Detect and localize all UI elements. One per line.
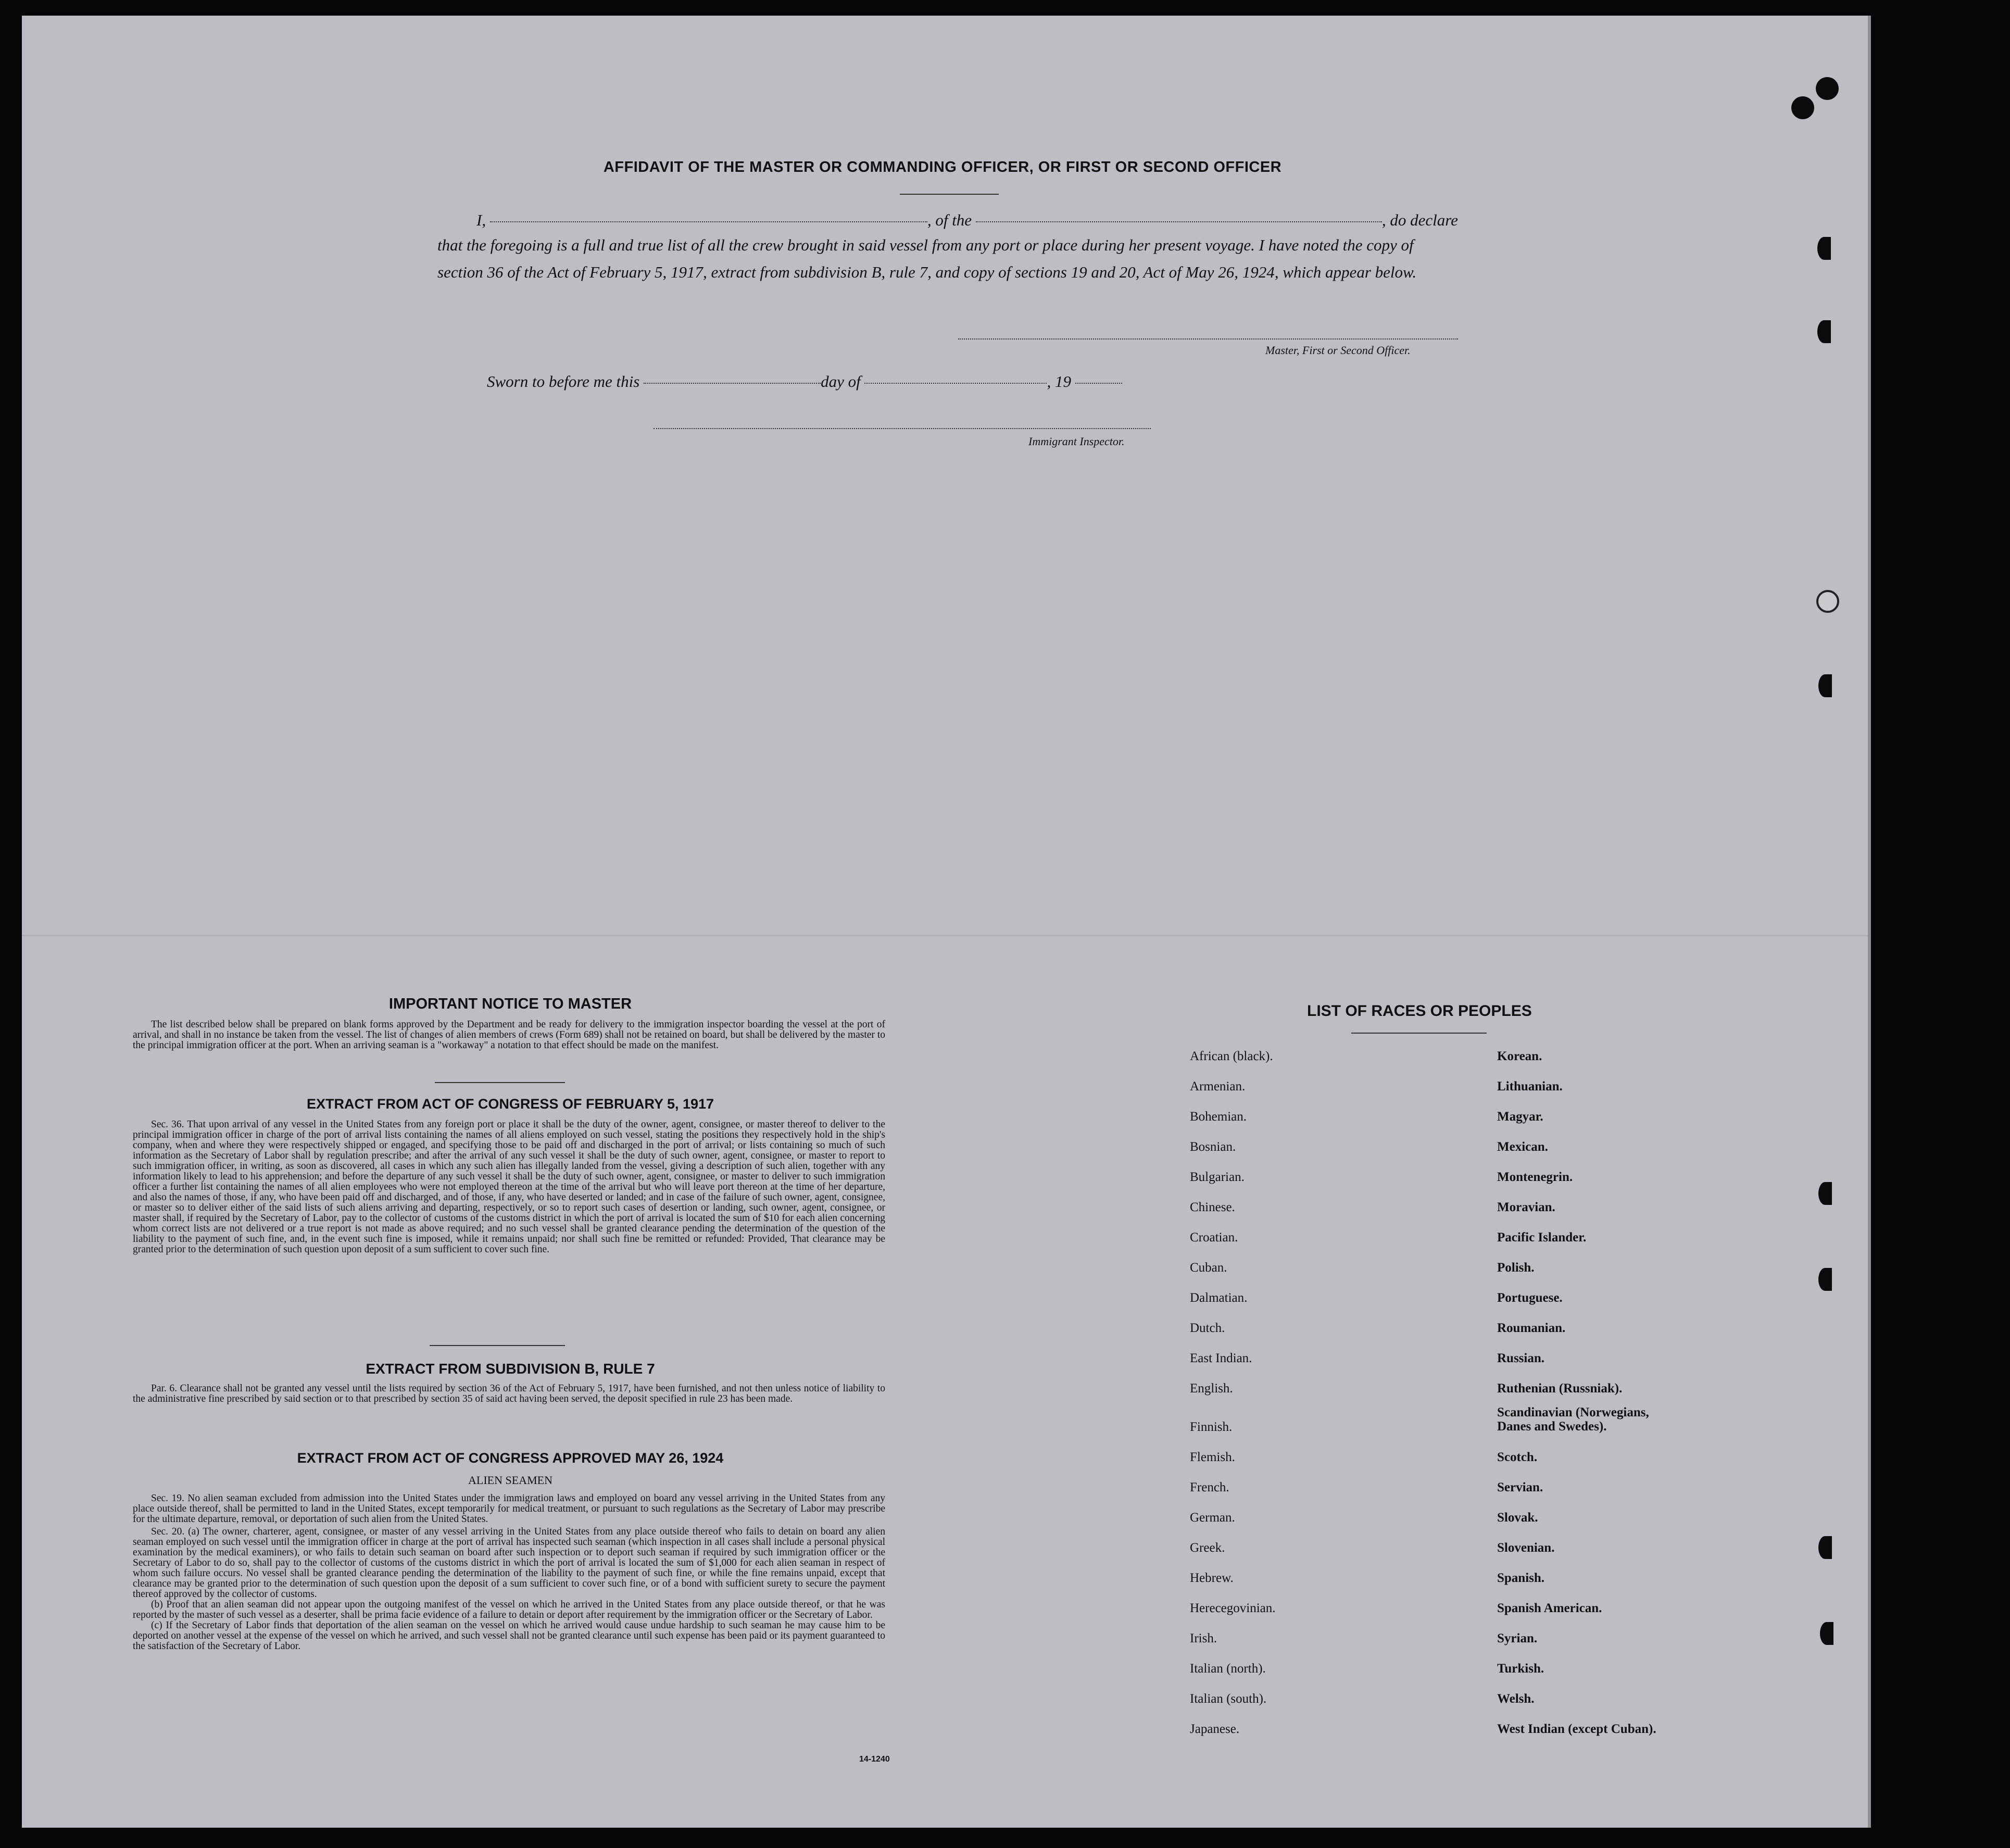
sec-20a-paragraph: Sec. 20. (a) The owner, charterer, agent, consignee, or master of any vessel arriving in the United States from any place outside thereof who fails to detain on board any alien seaman employed on such vessel until the immigration officer in charge at the port of arrival has inspected such seaman (which inspection in all cases shall include a personal physical examination by the medical examiners), or who fails to detain such seaman on board after such inspection or to deport such seaman if required by such immigration officer or the Secretary of Labor to do so, shall pay to the collector of customs of the customs district in which the port of arrival is located the sum of $1,000 for each alien seaman in respect of whom such failure occurs. No vessel shall be granted clearance pending the determination of the liability to the payment of such fine, or while the fine remains unpaid, except that clearance may be granted prior to the determination of such question upon the deposit of a sum sufficient to cover such fine, or of a bond with sufficient surety to secure the payment thereof approved by the collector of customs. — [133, 1526, 885, 1600]
race-item: Italian (south). — [1190, 1692, 1267, 1706]
race-item: Bohemian. — [1190, 1110, 1247, 1124]
race-item: Portuguese. — [1497, 1291, 1563, 1305]
divider — [430, 1345, 565, 1346]
race-item: Lithuanian. — [1497, 1079, 1563, 1093]
binder-hole-icon — [1818, 1268, 1832, 1291]
race-item: African (black). — [1190, 1049, 1273, 1063]
sec-19-paragraph: Sec. 19. No alien seaman excluded from admission into the United States under the immigration laws and employed on board any vessel arriving in the United States from any place outside thereof, shall be permitted to land in the United States, except temporarily for medical treatment, or pursuant to such regulations as the Secretary of Labor may prescribe for the ultimate departure, removal, or deportation of such alien from the United States. — [133, 1493, 885, 1525]
affidavit-body: that the foregoing is a full and true list of all the crew brought in said vessel from any port or place during her present voyage. I have noted the copy of section 36 of the Act of February 5, 1917, extract from subdivision B, rule 7, and copy of sections 19 and 20, Act of May 26, 1924, which appear below. — [437, 236, 1417, 281]
divider — [900, 194, 999, 195]
race-item: Mexican. — [1497, 1140, 1548, 1154]
race-item: Bulgarian. — [1190, 1170, 1245, 1184]
binder-hole-icon — [1818, 1182, 1832, 1205]
affidavit-declaration-line — [476, 211, 1458, 230]
binder-hole-icon — [1816, 590, 1839, 613]
notice-paragraph: The list described below shall be prepared on blank forms approved by the Department and be ready for delivery to the immigration inspector boarding the vessel at the port of arrival, and shall in no instance be taken from the vessel. The list of changes of alien members of crews (Form 689) shall not be retained on board, but shall be delivered by the master to the principal immigration officer at the port. When an arriving seaman is a "workaway" a notation to that effect should be made on the manifest. — [133, 1019, 885, 1051]
race-item: Turkish. — [1497, 1662, 1544, 1676]
race-item: Korean. — [1497, 1049, 1542, 1063]
races-title: LIST OF RACES OR PEOPLES — [1307, 1002, 1532, 1020]
extract-1917-text — [133, 1120, 885, 1255]
inspector-signature-label: Immigrant Inspector. — [1028, 435, 1125, 448]
race-item: Herecegovinian. — [1190, 1601, 1276, 1615]
race-item: Welsh. — [1497, 1692, 1535, 1706]
month-blank[interactable] — [864, 383, 1047, 384]
race-item: Greek. — [1190, 1541, 1225, 1555]
race-item: Bosnian. — [1190, 1140, 1236, 1154]
race-item: Slovenian. — [1497, 1541, 1555, 1555]
master-signature-line[interactable] — [958, 338, 1458, 340]
race-item: Spanish American. — [1497, 1601, 1602, 1615]
race-item: Russian. — [1497, 1351, 1545, 1365]
inspector-signature-line[interactable] — [654, 428, 1151, 429]
race-item: Magyar. — [1497, 1110, 1543, 1124]
race-item: Irish. — [1190, 1631, 1217, 1645]
binder-hole-icon — [1820, 1622, 1833, 1645]
race-item: Moravian. — [1497, 1200, 1555, 1214]
i-label: I, — [476, 211, 486, 229]
notice-title: IMPORTANT NOTICE TO MASTER — [388, 996, 632, 1012]
sworn-label: Sworn to before me this — [487, 372, 640, 391]
race-item: Spanish. — [1497, 1571, 1545, 1585]
binder-hole-icon — [1818, 674, 1832, 697]
day-of-label: day of — [821, 372, 861, 391]
race-item: Ruthenian (Russniak). — [1497, 1381, 1623, 1396]
extract-rule7-text — [133, 1384, 885, 1404]
do-declare-label: , do declare — [1381, 211, 1458, 229]
race-item: Cuban. — [1190, 1261, 1227, 1275]
binder-hole-icon — [1817, 237, 1831, 260]
race-item: Armenian. — [1190, 1079, 1246, 1093]
day-blank[interactable] — [644, 383, 821, 384]
extract-rule7-title: EXTRACT FROM SUBDIVISION B, RULE 7 — [366, 1361, 655, 1377]
race-item: Flemish. — [1190, 1450, 1235, 1464]
affidavit-title: AFFIDAVIT OF THE MASTER OR COMMANDING OFFICER, OR FIRST OR SECOND OFFICER — [603, 159, 1282, 175]
of-the-label: , of the — [927, 211, 972, 229]
race-item: West Indian (except Cuban). — [1497, 1722, 1656, 1736]
race-item: Chinese. — [1190, 1200, 1235, 1214]
race-item: Japanese. — [1190, 1722, 1240, 1736]
race-item: Dutch. — [1190, 1321, 1225, 1335]
name-blank[interactable] — [490, 221, 927, 222]
race-item: Servian. — [1497, 1480, 1543, 1494]
sec-20c-paragraph: (c) If the Secretary of Labor finds that deportation of the alien seaman on the vessel on which he arrived would cause undue hardship to such seaman he may cause him to be deported on another vessel at the expense of the vessel on which he arrived, and such vessel shall not be granted clearance until such expense has been paid or its payment guaranteed to the satisfaction of the Secretary of Labor. — [133, 1620, 885, 1652]
race-item: Roumanian. — [1497, 1321, 1566, 1335]
race-item: Scotch. — [1497, 1450, 1538, 1464]
race-item: Syrian. — [1497, 1631, 1538, 1645]
race-item: Finnish. — [1190, 1420, 1233, 1434]
master-signature-label: Master, First or Second Officer. — [1265, 344, 1411, 357]
divider — [1351, 1033, 1487, 1034]
race-item: Dalmatian. — [1190, 1291, 1248, 1305]
race-item: Italian (north). — [1190, 1662, 1266, 1676]
year-blank[interactable] — [1075, 383, 1122, 384]
race-item: English. — [1190, 1381, 1233, 1396]
race-item: German. — [1190, 1511, 1235, 1525]
form-number: 14-1240 — [859, 1755, 890, 1764]
notice-text — [133, 1020, 885, 1051]
binder-hole-icon — [1791, 96, 1814, 119]
binder-hole-icon — [1818, 1536, 1832, 1559]
race-item: Polish. — [1497, 1261, 1535, 1275]
sec-20b-paragraph: (b) Proof that an alien seaman did not appear upon the outgoing manifest of the vessel on which he arrived in the United States from any place outside thereof, or that he was reported by the master of such vessel as a deserter, shall be prima facie evidence of a failure to detain or deport after requirement by the immigration officer or the Secretary of Labor. — [133, 1599, 885, 1620]
alien-seamen-subtitle: ALIEN SEAMEN — [468, 1474, 552, 1487]
vessel-blank[interactable] — [976, 221, 1382, 222]
race-item: Hebrew. — [1190, 1571, 1234, 1585]
race-item: Croatian. — [1190, 1230, 1238, 1244]
fold-crease — [22, 935, 1868, 936]
race-item: French. — [1190, 1480, 1229, 1494]
race-item: Scandinavian (Norwegians, Danes and Swedes). — [1497, 1405, 1649, 1434]
binder-hole-icon — [1816, 77, 1839, 100]
extract-1924-title: EXTRACT FROM ACT OF CONGRESS APPROVED MAY 26, 1924 — [297, 1450, 724, 1466]
race-item: East Indian. — [1190, 1351, 1252, 1365]
race-item: Pacific Islander. — [1497, 1230, 1587, 1244]
par-6-paragraph: Par. 6. Clearance shall not be granted any vessel until the lists required by section 36 of the Act of February 5, 1917, have been furnished, and not then unless notice of liability to the administrative fine prescribed by said section or to that prescribed by section 35 of said act having been served, the deposit specified in rule 23 has been made. — [133, 1383, 885, 1404]
extract-1917-title: EXTRACT FROM ACT OF CONGRESS OF FEBRUARY 5, 1917 — [306, 1096, 714, 1112]
year-label: , 19 — [1047, 372, 1071, 391]
extract-1924-text — [133, 1493, 885, 1652]
sworn-line — [487, 372, 1122, 391]
race-item: Montenegrin. — [1497, 1170, 1573, 1184]
binder-hole-icon — [1817, 320, 1831, 343]
race-item: Slovak. — [1497, 1511, 1538, 1525]
divider — [435, 1082, 565, 1083]
sec-36-paragraph: Sec. 36. That upon arrival of any vessel in the United States from any foreign port or place it shall be the duty of the owner, agent, consignee, or master thereof to deliver to the principal immigration officer in charge of the port of arrival lists containing the names of all aliens employed on such vessel, stating the positions they respectively hold in the ship's company, when and where they were respectively shipped or engaged, and specifying those to be paid off and discharged in the port of arrival; or lists containing so much of such information as the Secretary of Labor shall by regulation prescribe; and after the arrival of any such vessel it shall be the duty of such owner, agent, consignee, or master to report to such immigration officer, in writing, as soon as discovered, all cases in which any such alien has illegally landed from the vessel, giving a description of such alien, together with any information likely to lead to his apprehension; and before the departure of any such vessel it shall be the duty of such owner, agent, consignee, or master to deliver to such immigration officer a further list containing the names of all alien employees who were not employed thereon at the time of the arrival but who will leave port thereon at the time of her departure, and also the names of those, if any, who have been paid off and discharged, and of those, if any, who have deserted or landed; and in case of the failure of such owner, agent, consignee, or master so to deliver either of the said lists of such aliens arriving and departing, respectively, or so to report such cases of desertion or landing, such owner, agent, consignee, or master shall, if required by the Secretary of Labor, pay to the collector of customs of the customs district in which the port of arrival is located the sum of $10 for each alien concerning whom correct lists are not delivered or a true report is not made as above required; and no such vessel shall be granted clearance pending the determination of the question of the liability to the payment of such fine, and, in the event such fine is imposed, while it remains unpaid; nor shall such fine be remitted or refunded: Provided, That clearance may be granted prior to the determination of such question upon deposit of a sum sufficient to cover such fine. — [133, 1119, 885, 1255]
